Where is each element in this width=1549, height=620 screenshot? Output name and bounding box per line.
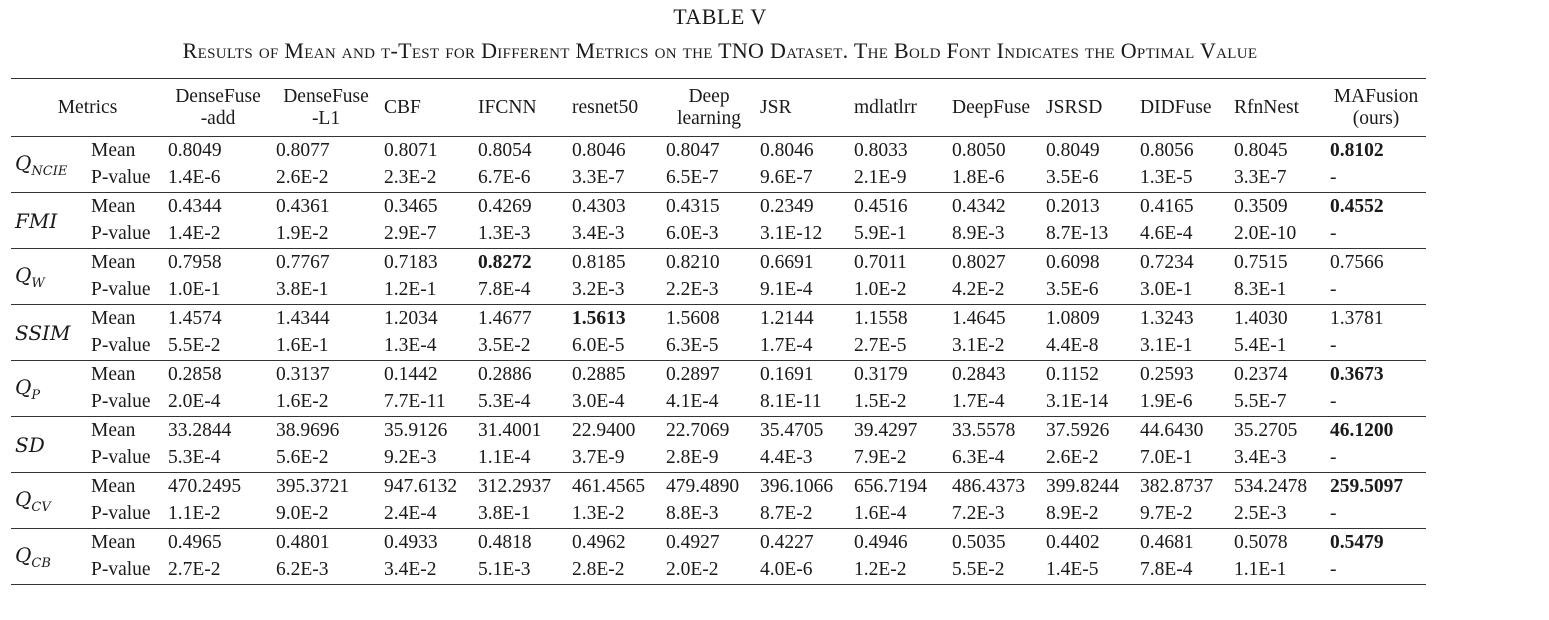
p-value: 2.1E-9 <box>854 167 907 189</box>
method-header-line: CBF <box>384 96 421 118</box>
p-value: 1.3E-5 <box>1140 167 1193 189</box>
p-value: 9.7E-2 <box>1140 503 1193 525</box>
mean-value: 0.4933 <box>384 531 438 553</box>
p-value: 8.8E-3 <box>666 503 719 525</box>
p-value: 8.1E-11 <box>760 391 822 413</box>
mean-value: 0.7566 <box>1330 251 1384 273</box>
method-header-line: (ours) <box>1352 107 1400 129</box>
mean-value: 1.5608 <box>666 307 720 329</box>
p-value: 3.2E-3 <box>572 279 625 301</box>
method-header-line: DenseFuse <box>175 85 261 107</box>
metric-symbol <box>11 473 87 529</box>
p-value: 1.2E-1 <box>384 279 437 301</box>
p-value: 4.4E-3 <box>760 447 813 469</box>
p-value: 4.4E-8 <box>1046 335 1099 357</box>
mean-value: 0.5035 <box>952 531 1006 553</box>
mean-value: 1.1558 <box>854 307 908 329</box>
p-value: - <box>1330 391 1337 413</box>
p-value: 6.0E-5 <box>572 335 625 357</box>
mean-value: 1.4645 <box>952 307 1006 329</box>
mean-value: 0.5078 <box>1234 531 1288 553</box>
p-value: 3.4E-2 <box>384 559 437 581</box>
p-value: 6.3E-4 <box>952 447 1005 469</box>
mean-value: 1.3243 <box>1140 307 1194 329</box>
p-value: 1.1E-1 <box>1234 559 1287 581</box>
method-header-line: DIDFuse <box>1140 96 1212 118</box>
mean-value: 0.8046 <box>572 139 626 161</box>
mean-label: Mean <box>91 475 136 497</box>
mean-value: 44.6430 <box>1140 419 1204 441</box>
p-value: - <box>1330 559 1337 581</box>
metrics-header: Metrics <box>57 96 118 118</box>
p-value: 6.2E-3 <box>276 559 329 581</box>
p-value: 3.4E-3 <box>572 223 625 245</box>
p-value: 8.9E-3 <box>952 223 1005 245</box>
metric-symbol <box>11 529 87 585</box>
metric-symbol-sub: W <box>31 275 45 291</box>
method-header-line: resnet50 <box>572 96 639 118</box>
mean-value: 0.7958 <box>168 251 222 273</box>
method-header <box>568 79 662 137</box>
method-header <box>850 79 948 137</box>
p-value: 6.7E-6 <box>478 167 531 189</box>
p-value: 1.1E-2 <box>168 503 221 525</box>
mean-value: 46.1200 <box>1330 419 1394 441</box>
p-value: 8.3E-1 <box>1234 279 1287 301</box>
mean-value: 33.2844 <box>168 419 232 441</box>
p-value: 3.3E-7 <box>1234 167 1287 189</box>
mean-value: 0.8077 <box>276 139 330 161</box>
mean-value: 0.2593 <box>1140 363 1194 385</box>
method-header-line: RfnNest <box>1234 96 1300 118</box>
table-row <box>11 221 1426 249</box>
p-value: 1.9E-2 <box>276 223 329 245</box>
p-value-label: P-value <box>91 391 151 413</box>
p-value: 2.6E-2 <box>276 167 329 189</box>
mean-value: 534.2478 <box>1234 475 1308 497</box>
mean-value: 259.5097 <box>1330 475 1404 497</box>
p-value: 6.5E-7 <box>666 167 719 189</box>
table-row <box>11 165 1426 193</box>
method-header-line: -L1 <box>311 107 341 129</box>
mean-value: 0.1442 <box>384 363 438 385</box>
table-row <box>11 277 1426 305</box>
mean-value: 0.8049 <box>168 139 222 161</box>
mean-value: 0.8045 <box>1234 139 1288 161</box>
p-value: 9.2E-3 <box>384 447 437 469</box>
mean-value: 0.7767 <box>276 251 330 273</box>
mean-label: Mean <box>91 139 136 161</box>
mean-value: 0.2843 <box>952 363 1006 385</box>
p-value: 3.1E-2 <box>952 335 1005 357</box>
metric-symbol-sub: CV <box>31 499 51 515</box>
mean-value: 1.2144 <box>760 307 814 329</box>
table-row <box>11 361 1426 389</box>
p-value: 2.3E-2 <box>384 167 437 189</box>
metric-symbol-base: Q <box>15 542 32 567</box>
mean-value: 0.4946 <box>854 531 908 553</box>
p-value: 7.8E-4 <box>1140 559 1193 581</box>
p-value: 5.9E-1 <box>854 223 907 245</box>
p-value: 1.1E-4 <box>478 447 531 469</box>
p-value: 2.4E-4 <box>384 503 437 525</box>
p-value: 2.8E-9 <box>666 447 719 469</box>
p-value: 3.1E-1 <box>1140 335 1193 357</box>
p-value: 1.3E-2 <box>572 503 625 525</box>
p-value: 5.5E-2 <box>168 335 221 357</box>
p-value: 3.5E-2 <box>478 335 531 357</box>
mean-value: 39.4297 <box>854 419 918 441</box>
p-value: 2.9E-7 <box>384 223 437 245</box>
p-value: 3.3E-7 <box>572 167 625 189</box>
p-value: 3.1E-14 <box>1046 391 1109 413</box>
mean-value: 0.4269 <box>478 195 532 217</box>
method-header-line: IFCNN <box>478 96 537 118</box>
p-value: 4.6E-4 <box>1140 223 1193 245</box>
mean-value: 0.8033 <box>854 139 908 161</box>
p-value: 4.1E-4 <box>666 391 719 413</box>
table-title: TABLE V <box>673 4 767 29</box>
mean-value: 0.4342 <box>952 195 1006 217</box>
method-header <box>164 79 272 137</box>
mean-value: 0.8049 <box>1046 139 1100 161</box>
mean-value: 656.7194 <box>854 475 928 497</box>
mean-value: 479.4890 <box>666 475 740 497</box>
p-value: 1.4E-6 <box>168 167 221 189</box>
mean-value: 461.4565 <box>572 475 646 497</box>
metric-symbol-base: Q <box>15 374 32 399</box>
table-row <box>11 473 1426 501</box>
method-header <box>1042 79 1136 137</box>
mean-value: 0.4801 <box>276 531 330 553</box>
p-value: 5.3E-4 <box>168 447 221 469</box>
mean-value: 1.4030 <box>1234 307 1288 329</box>
p-value: 1.2E-2 <box>854 559 907 581</box>
mean-value: 1.5613 <box>572 307 626 329</box>
method-header <box>272 79 380 137</box>
mean-label: Mean <box>91 195 136 217</box>
metric-symbol-base: Q <box>15 262 32 287</box>
mean-value: 396.1066 <box>760 475 834 497</box>
mean-value: 22.7069 <box>666 419 730 441</box>
mean-value: 0.2013 <box>1046 195 1100 217</box>
mean-value: 0.2858 <box>168 363 222 385</box>
p-value-label: P-value <box>91 559 151 581</box>
mean-value: 1.2034 <box>384 307 438 329</box>
mean-value: 0.4402 <box>1046 531 1100 553</box>
mean-value: 0.4818 <box>478 531 532 553</box>
mean-value: 0.4516 <box>854 195 908 217</box>
table-row <box>11 305 1426 333</box>
p-value: - <box>1330 167 1337 189</box>
p-value: 9.6E-7 <box>760 167 813 189</box>
metric-symbol-sub: P <box>31 387 41 403</box>
mean-value: 0.2349 <box>760 195 814 217</box>
p-value: 9.1E-4 <box>760 279 813 301</box>
mean-value: 0.7183 <box>384 251 438 273</box>
p-value: 1.3E-4 <box>384 335 437 357</box>
table-row <box>11 137 1426 165</box>
mean-value: 0.6098 <box>1046 251 1100 273</box>
mean-value: 22.9400 <box>572 419 636 441</box>
mean-value: 0.8272 <box>478 251 532 273</box>
mean-value: 0.4965 <box>168 531 222 553</box>
p-value: 3.8E-1 <box>478 503 531 525</box>
p-value: 3.1E-12 <box>760 223 823 245</box>
p-value-label: P-value <box>91 223 151 245</box>
metric-symbol <box>11 137 87 193</box>
mean-label: Mean <box>91 531 136 553</box>
mean-value: 0.3509 <box>1234 195 1288 217</box>
metric-symbol-base: FMI <box>15 208 58 233</box>
p-value: 3.0E-1 <box>1140 279 1193 301</box>
p-value: 1.6E-2 <box>276 391 329 413</box>
p-value: 1.3E-3 <box>478 223 531 245</box>
p-value: 1.0E-2 <box>854 279 907 301</box>
mean-value: 0.4315 <box>666 195 720 217</box>
mean-value: 382.8737 <box>1140 475 1214 497</box>
table-body <box>11 137 1426 585</box>
mean-value: 0.7234 <box>1140 251 1194 273</box>
p-value: 7.0E-1 <box>1140 447 1193 469</box>
metric-symbol <box>11 193 87 249</box>
mean-value: 1.0809 <box>1046 307 1100 329</box>
mean-label: Mean <box>91 419 136 441</box>
mean-value: 0.3179 <box>854 363 908 385</box>
mean-value: 0.4227 <box>760 531 814 553</box>
mean-value: 35.9126 <box>384 419 448 441</box>
p-value: 1.6E-4 <box>854 503 907 525</box>
mean-value: 0.5479 <box>1330 531 1384 553</box>
header-row <box>11 79 1426 137</box>
metric-symbol-base: Q <box>15 486 32 511</box>
table-row <box>11 249 1426 277</box>
p-value: 2.2E-3 <box>666 279 719 301</box>
metric-symbol-base: SSIM <box>15 320 71 345</box>
mean-value: 0.8046 <box>760 139 814 161</box>
p-value: 5.1E-3 <box>478 559 531 581</box>
mean-value: 0.8027 <box>952 251 1006 273</box>
p-value: - <box>1330 335 1337 357</box>
table-row <box>11 333 1426 361</box>
p-value: 1.4E-5 <box>1046 559 1099 581</box>
metric-symbol <box>11 417 87 473</box>
results-table <box>11 78 1426 585</box>
mean-value: 0.8185 <box>572 251 626 273</box>
mean-value: 0.4962 <box>572 531 626 553</box>
mean-value: 0.4681 <box>1140 531 1194 553</box>
p-value: 1.9E-6 <box>1140 391 1193 413</box>
p-value: 4.0E-6 <box>760 559 813 581</box>
mean-label: Mean <box>91 363 136 385</box>
p-value: - <box>1330 503 1337 525</box>
table-row <box>11 417 1426 445</box>
metric-symbol <box>11 305 87 361</box>
metric-symbol <box>11 361 87 417</box>
table-row <box>11 193 1426 221</box>
p-value: 1.8E-6 <box>952 167 1005 189</box>
p-value: 5.6E-2 <box>276 447 329 469</box>
method-header-line: Deep <box>688 85 730 107</box>
p-value: 2.7E-2 <box>168 559 221 581</box>
p-value: 3.4E-3 <box>1234 447 1287 469</box>
mean-value: 395.3721 <box>276 475 350 497</box>
mean-value: 33.5578 <box>952 419 1016 441</box>
p-value: 2.0E-2 <box>666 559 719 581</box>
p-value: 9.0E-2 <box>276 503 329 525</box>
p-value: 3.8E-1 <box>276 279 329 301</box>
mean-value: 1.4574 <box>168 307 222 329</box>
p-value: 6.0E-3 <box>666 223 719 245</box>
p-value-label: P-value <box>91 447 151 469</box>
method-header-line: JSR <box>760 96 792 118</box>
p-value: 3.5E-6 <box>1046 279 1099 301</box>
table-caption: Results of Mean and t-Test for Different Metrics on the TNO Dataset. The Bold Font Indicates the Optimal Value <box>182 38 1258 63</box>
p-value: 2.5E-3 <box>1234 503 1287 525</box>
p-value: 8.7E-2 <box>760 503 813 525</box>
p-value: 7.9E-2 <box>854 447 907 469</box>
p-value: - <box>1330 279 1337 301</box>
method-header-line: DeepFuse <box>952 96 1030 118</box>
p-value: 1.7E-4 <box>952 391 1005 413</box>
table-row <box>11 557 1426 585</box>
mean-value: 486.4373 <box>952 475 1026 497</box>
method-header-line: MAFusion <box>1333 85 1419 107</box>
table-row <box>11 501 1426 529</box>
mean-value: 947.6132 <box>384 475 458 497</box>
metric-symbol-sub: NCIE <box>31 163 68 179</box>
method-header <box>1136 79 1230 137</box>
mean-value: 0.4361 <box>276 195 330 217</box>
mean-value: 35.4705 <box>760 419 824 441</box>
mean-value: 0.4303 <box>572 195 626 217</box>
mean-value: 0.8054 <box>478 139 532 161</box>
p-value: 5.5E-7 <box>1234 391 1287 413</box>
mean-value: 0.2897 <box>666 363 720 385</box>
p-value: 3.7E-9 <box>572 447 625 469</box>
p-value: 1.0E-1 <box>168 279 221 301</box>
mean-value: 1.4677 <box>478 307 532 329</box>
p-value: 1.7E-4 <box>760 335 813 357</box>
mean-value: 0.6691 <box>760 251 814 273</box>
mean-value: 31.4001 <box>478 419 542 441</box>
mean-value: 0.3137 <box>276 363 330 385</box>
table-row <box>11 389 1426 417</box>
p-value-label: P-value <box>91 167 151 189</box>
mean-value: 0.3465 <box>384 195 438 217</box>
p-value: 6.3E-5 <box>666 335 719 357</box>
p-value: 2.0E-10 <box>1234 223 1297 245</box>
p-value: 1.5E-2 <box>854 391 907 413</box>
p-value: 2.8E-2 <box>572 559 625 581</box>
mean-label: Mean <box>91 307 136 329</box>
mean-value: 1.4344 <box>276 307 330 329</box>
p-value-label: P-value <box>91 279 151 301</box>
mean-value: 0.2374 <box>1234 363 1288 385</box>
mean-value: 0.4927 <box>666 531 720 553</box>
p-value: 4.2E-2 <box>952 279 1005 301</box>
mean-value: 38.9696 <box>276 419 340 441</box>
p-value: - <box>1330 223 1337 245</box>
p-value-label: P-value <box>91 503 151 525</box>
metric-symbol-base: Q <box>15 150 32 175</box>
method-header <box>380 79 474 137</box>
p-value: 1.6E-1 <box>276 335 329 357</box>
mean-value: 0.8047 <box>666 139 720 161</box>
method-header <box>474 79 568 137</box>
method-header-line: mdlatlrr <box>854 96 917 118</box>
method-header <box>756 79 850 137</box>
p-value: 3.0E-4 <box>572 391 625 413</box>
method-header <box>948 79 1042 137</box>
mean-value: 0.8210 <box>666 251 720 273</box>
mean-value: 0.8056 <box>1140 139 1194 161</box>
table-row <box>11 445 1426 473</box>
mean-value: 0.4165 <box>1140 195 1194 217</box>
p-value: 8.7E-13 <box>1046 223 1109 245</box>
p-value: 7.7E-11 <box>384 391 446 413</box>
method-header-line: -add <box>200 107 236 129</box>
p-value: - <box>1330 447 1337 469</box>
mean-value: 399.8244 <box>1046 475 1120 497</box>
p-value: 1.4E-2 <box>168 223 221 245</box>
p-value: 8.9E-2 <box>1046 503 1099 525</box>
method-header-line: DenseFuse <box>283 85 369 107</box>
metric-symbol-base: SD <box>15 432 45 457</box>
p-value: 2.6E-2 <box>1046 447 1099 469</box>
mean-value: 312.2937 <box>478 475 552 497</box>
mean-value: 0.4552 <box>1330 195 1384 217</box>
mean-value: 1.3781 <box>1330 307 1384 329</box>
p-value: 3.5E-6 <box>1046 167 1099 189</box>
mean-value: 0.7515 <box>1234 251 1288 273</box>
mean-value: 0.3673 <box>1330 363 1384 385</box>
mean-value: 0.1152 <box>1046 363 1099 385</box>
method-header-line: JSRSD <box>1046 96 1103 118</box>
metric-symbol-sub: CB <box>31 555 51 571</box>
mean-value: 0.4344 <box>168 195 222 217</box>
p-value: 5.4E-1 <box>1234 335 1287 357</box>
p-value: 7.8E-4 <box>478 279 531 301</box>
mean-value: 0.8102 <box>1330 139 1384 161</box>
p-value: 7.2E-3 <box>952 503 1005 525</box>
mean-value: 0.2885 <box>572 363 626 385</box>
table-row <box>11 529 1426 557</box>
metric-symbol <box>11 249 87 305</box>
p-value-label: P-value <box>91 335 151 357</box>
method-header <box>1230 79 1326 137</box>
p-value: 2.7E-5 <box>854 335 907 357</box>
mean-value: 0.7011 <box>854 251 907 273</box>
mean-value: 0.2886 <box>478 363 532 385</box>
mean-value: 470.2495 <box>168 475 242 497</box>
p-value: 2.0E-4 <box>168 391 221 413</box>
mean-label: Mean <box>91 251 136 273</box>
mean-value: 37.5926 <box>1046 419 1110 441</box>
method-header <box>662 79 756 137</box>
mean-value: 0.8071 <box>384 139 438 161</box>
mean-value: 0.8050 <box>952 139 1006 161</box>
mean-value: 0.1691 <box>760 363 814 385</box>
mean-value: 35.2705 <box>1234 419 1298 441</box>
p-value: 5.5E-2 <box>952 559 1005 581</box>
p-value: 5.3E-4 <box>478 391 531 413</box>
method-header-line: learning <box>677 107 741 129</box>
method-header <box>1326 79 1426 137</box>
